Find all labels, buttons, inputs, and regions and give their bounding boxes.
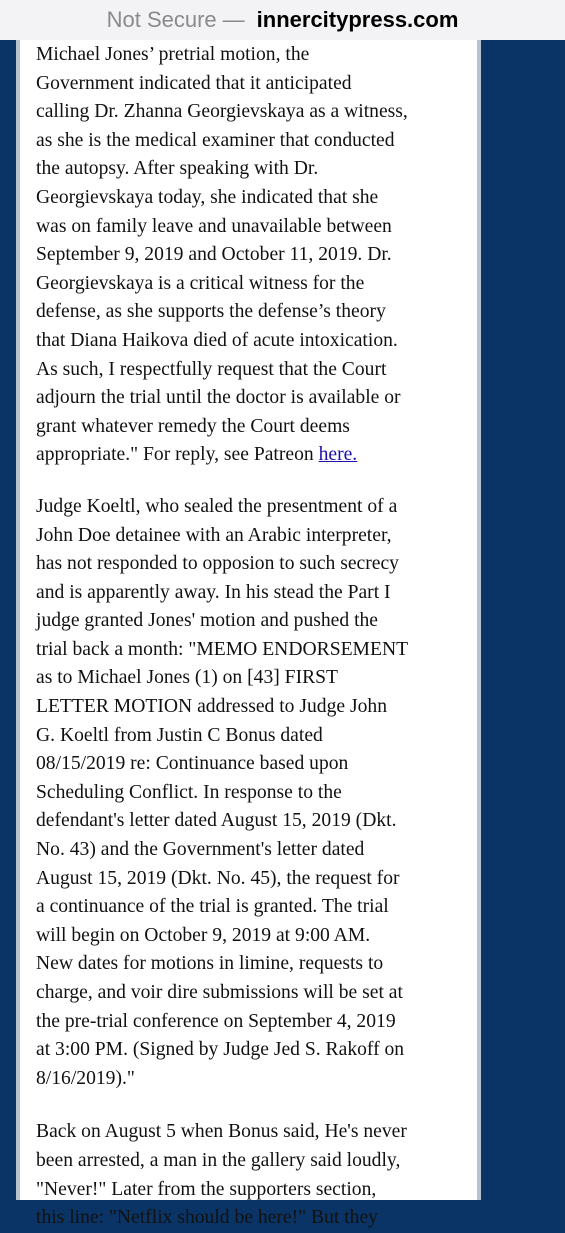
article-content[interactable] <box>16 40 481 1229</box>
text-line: as to Michael Jones (1) on [43] FIRST <box>36 667 339 689</box>
text-line: 8/16/2019)." <box>36 1067 135 1089</box>
patreon-here-link[interactable]: here. <box>318 444 358 466</box>
text-line: John Doe detainee with an Arabic interpreter, <box>36 524 392 546</box>
text-line: LETTER MOTION addressed to Judge John <box>36 696 387 718</box>
text-line: Judge Koeltl, who sealed the presentment of a <box>36 495 398 517</box>
text-line: defense, as she supports the defense’s theory <box>36 301 386 323</box>
text-line: a continuance of the trial is granted. The trial <box>36 896 389 918</box>
text-line: the pre-trial conference on September 4, 2019 <box>36 1010 396 1032</box>
text-line: as she is the medical examiner that conducted <box>36 129 395 151</box>
text-line: that Diana Haikova died of acute intoxication. <box>36 329 398 351</box>
text-line: trial back a month: "MEMO ENDORSEMENT <box>36 638 409 660</box>
text-line: this line: "Netflix should be here!" But they <box>36 1207 378 1229</box>
text-line: at 3:00 PM. (Signed by Judge Jed S. Rakoff on <box>36 1039 405 1061</box>
text-line: August 15, 2019 (Dkt. No. 45), the request for <box>36 867 400 889</box>
text-line: New dates for motions in limine, requests to <box>36 953 384 975</box>
article-paragraph-1 <box>20 41 477 470</box>
text-line <box>36 441 467 470</box>
text-line: adjourn the trial until the doctor is available or <box>36 387 401 409</box>
text-line: the autopsy. After speaking with Dr. <box>36 158 319 180</box>
text-line: Scheduling Conflict. In response to the <box>36 781 342 803</box>
text-line: was on family leave and unavailable between <box>36 215 392 237</box>
text-line: Georgievskaya is a critical witness for the <box>36 272 365 294</box>
text-line: calling Dr. Zhanna Georgievskaya as a witness, <box>36 101 408 123</box>
text-line: "Never!" Later from the supporters section, <box>36 1178 377 1200</box>
text-line: grant whatever remedy the Court deems <box>36 415 350 437</box>
text-line: As such, I respectfully request that the Court <box>36 358 387 380</box>
text-line: No. 43) and the Government's letter dated <box>36 839 365 861</box>
text-line-prefix: appropriate." For reply, see Patreon <box>36 444 319 466</box>
text-line: Government indicated that it anticipated <box>36 72 352 94</box>
url-separator: — <box>222 7 245 32</box>
security-label: Not Secure <box>106 7 217 32</box>
url-domain: innercitypress.com <box>256 7 459 32</box>
left-page-border <box>0 40 16 1200</box>
text-line: defendant's letter dated August 15, 2019 (Dkt. <box>36 810 397 832</box>
text-line: G. Koeltl from Justin C Bonus dated <box>36 724 323 746</box>
text-line: and is apparently away. In his stead the Part I <box>36 581 391 603</box>
browser-url-bar[interactable] <box>0 0 565 40</box>
right-page-border <box>481 40 565 1200</box>
article-paragraph-3 <box>20 1118 477 1232</box>
text-line: 08/15/2019 re: Continuance based upon <box>36 753 349 775</box>
text-line: has not responded to opposion to such secrecy <box>36 553 399 575</box>
text-line: charge, and voir dire submissions will be set at <box>36 982 403 1003</box>
text-line: judge granted Jones' motion and pushed the <box>36 610 379 632</box>
text-line: will begin on October 9, 2019 at 9:00 AM. <box>36 924 371 946</box>
text-line: Michael Jones’ pretrial motion, the <box>36 44 310 65</box>
text-line: Georgievskaya today, she indicated that she <box>36 186 379 208</box>
text-line: been arrested, a man in the gallery said loudly, <box>36 1149 401 1171</box>
text-line: Back on August 5 when Bonus said, He's never <box>36 1121 407 1143</box>
text-line: September 9, 2019 and October 11, 2019. Dr. <box>36 244 392 266</box>
article-paragraph-2 <box>20 493 477 1093</box>
